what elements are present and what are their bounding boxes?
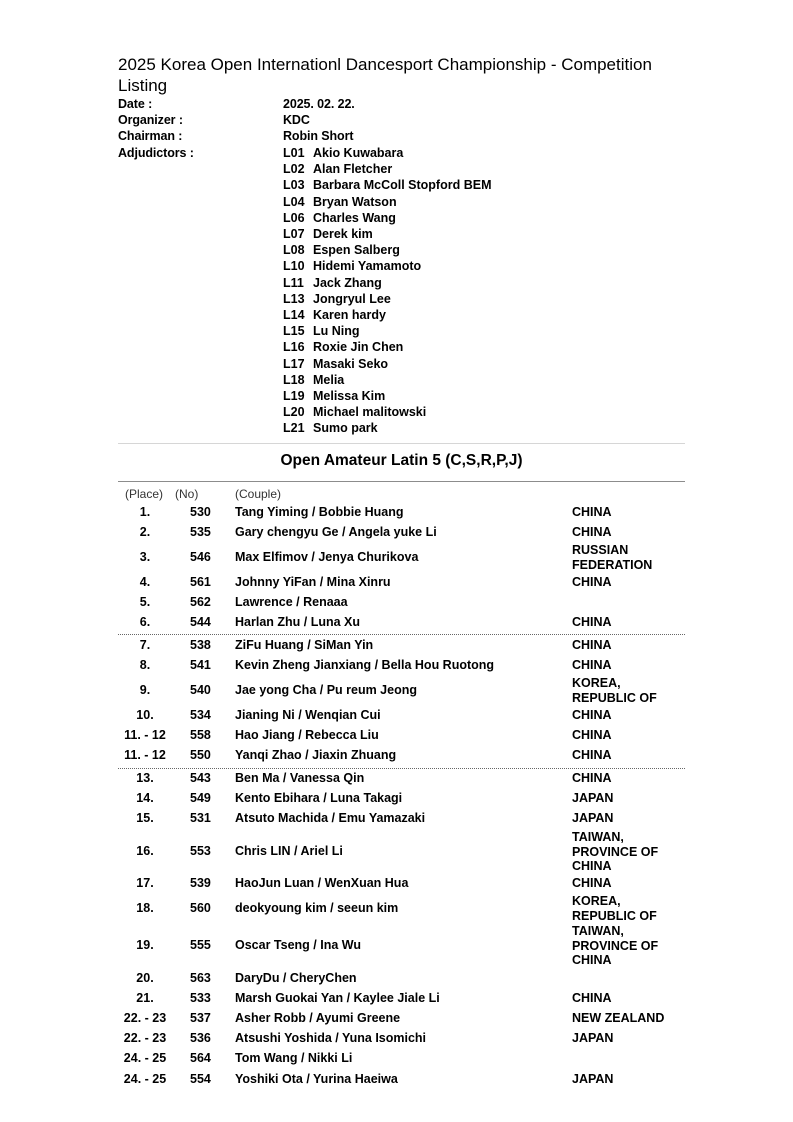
number-cell: 535: [190, 525, 211, 539]
adjudicator-name: Melissa Kim: [313, 389, 386, 403]
couple-cell: Kevin Zheng Jianxiang / Bella Hou Ruotong: [235, 658, 495, 672]
adjudicator-name: Bryan Watson: [313, 194, 397, 209]
place-cell: 18.: [136, 901, 154, 915]
couple-cell: HaoJun Luan / WenXuan Hua: [235, 876, 409, 890]
header-couple: (Couple): [235, 487, 282, 501]
number-cell: 546: [190, 550, 211, 564]
adjudicator-name: Sumo park: [313, 421, 378, 436]
number-cell: 534: [190, 708, 211, 722]
adjudicator-code: L03: [283, 178, 305, 193]
number-cell: 553: [190, 844, 211, 858]
couple-cell: Tom Wang / Nikki Li: [235, 1051, 353, 1065]
adjudicator-code: L13: [283, 291, 305, 306]
couple-cell: Johnny YiFan / Mina Xinru: [235, 575, 391, 589]
group-separator: [118, 634, 685, 635]
adjudicator-name: Alan Fletcher: [313, 162, 393, 177]
header-rule: [118, 481, 685, 482]
adjudicator-name: Masaki Seko: [313, 356, 389, 371]
place-cell: 21.: [136, 991, 154, 1005]
place-cell: 7.: [139, 638, 151, 652]
header-no: (No): [175, 487, 199, 501]
adjudicator-name: Melia: [313, 372, 345, 387]
adjudicator-code: L10: [283, 259, 305, 274]
country-cell: KOREA, REPUBLIC OF: [572, 676, 657, 705]
adjudicator-name: Charles Wang: [313, 210, 396, 225]
place-cell: 6.: [139, 615, 151, 629]
adjudicator-code: L04: [283, 194, 305, 209]
place-cell: 11. - 12: [124, 748, 166, 762]
country-cell: JAPAN: [572, 811, 614, 825]
number-cell: 537: [190, 1011, 211, 1025]
place-cell: 10.: [136, 708, 154, 722]
place-cell: 19.: [136, 938, 154, 952]
couple-cell: Gary chengyu Ge / Angela yuke Li: [235, 525, 437, 539]
couple-cell: Yoshiki Ota / Yurina Haeiwa: [235, 1072, 398, 1086]
adjudicator-code: L11: [283, 275, 304, 290]
country-cell: CHINA: [572, 991, 612, 1005]
country-cell: RUSSIAN FEDERATION: [572, 543, 653, 572]
country-cell: CHINA: [572, 615, 612, 629]
number-cell: 560: [190, 901, 211, 915]
couple-cell: DaryDu / CheryChen: [235, 971, 357, 985]
adjudicator-name: Akio Kuwabara: [313, 146, 404, 160]
place-cell: 16.: [136, 844, 154, 858]
place-cell: 8.: [139, 658, 151, 672]
country-cell: KOREA, REPUBLIC OF: [572, 894, 657, 923]
country-cell: JAPAN: [572, 1031, 614, 1045]
country-cell: CHINA: [572, 638, 612, 652]
adjudicator-code: L17: [283, 356, 305, 371]
place-cell: 3.: [139, 550, 151, 564]
couple-cell: Lawrence / Renaaa: [235, 595, 348, 609]
number-cell: 533: [190, 991, 211, 1005]
country-cell: CHINA: [572, 876, 612, 890]
adjudicator-name: Michael malitowski: [313, 405, 427, 420]
section-divider: [118, 443, 685, 444]
number-cell: 538: [190, 638, 211, 652]
number-cell: 541: [190, 658, 211, 672]
number-cell: 531: [190, 811, 211, 825]
number-cell: 543: [190, 771, 211, 785]
country-cell: TAIWAN, PROVINCE OF CHINA: [572, 924, 659, 967]
adjudicator-code: L16: [283, 340, 305, 355]
adjudicator-code: L14: [283, 308, 305, 322]
couple-cell: Yanqi Zhao / Jiaxin Zhuang: [235, 748, 397, 762]
number-cell: 536: [190, 1031, 211, 1045]
place-cell: 11. - 12: [124, 728, 166, 742]
place-cell: 24. - 25: [123, 1051, 167, 1065]
place-cell: 20.: [136, 971, 154, 985]
country-cell: CHINA: [572, 525, 612, 539]
couple-cell: Kento Ebihara / Luna Takagi: [235, 791, 403, 805]
place-cell: 22. - 23: [123, 1031, 167, 1045]
number-cell: 540: [190, 683, 211, 697]
adjudicator-code: L07: [283, 227, 305, 241]
adjudicator-name: Jack Zhang: [313, 275, 382, 290]
meta-label: Chairman :: [118, 129, 183, 143]
number-cell: 544: [190, 615, 211, 629]
couple-cell: Atsuto Machida / Emu Yamazaki: [235, 811, 426, 825]
adjudicator-name: Espen Salberg: [313, 243, 400, 258]
adjudicator-name: Hidemi Yamamoto: [313, 259, 422, 274]
meta-value: KDC: [283, 113, 310, 127]
header-place: (Place): [125, 487, 164, 501]
place-cell: 15.: [136, 811, 154, 825]
number-cell: 561: [190, 575, 211, 589]
number-cell: 558: [190, 728, 211, 742]
number-cell: 530: [190, 505, 211, 519]
meta-label: Adjudictors :: [118, 146, 194, 160]
place-cell: 5.: [139, 595, 151, 609]
couple-cell: deokyoung kim / seeun kim: [235, 901, 399, 915]
meta-label: Date :: [118, 97, 153, 111]
country-cell: JAPAN: [572, 1072, 614, 1086]
adjudicator-code: L01: [283, 146, 305, 160]
country-cell: CHINA: [572, 505, 612, 519]
country-cell: JAPAN: [572, 791, 614, 805]
number-cell: 539: [190, 876, 211, 890]
adjudicator-code: L21: [283, 421, 305, 436]
adjudicator-code: L18: [283, 372, 305, 387]
document-title: 2025 Korea Open Internationl Dancesport Championship - Competition Listing: [118, 55, 652, 95]
adjudicator-name: Barbara McColl Stopford BEM: [313, 178, 492, 193]
number-cell: 549: [190, 791, 211, 805]
adjudicator-code: L08: [283, 243, 305, 258]
country-cell: CHINA: [572, 748, 612, 762]
couple-cell: Max Elfimov / Jenya Churikova: [235, 550, 419, 564]
country-cell: CHINA: [572, 658, 612, 672]
couple-cell: Marsh Guokai Yan / Kaylee Jiale Li: [235, 991, 440, 1005]
number-cell: 563: [190, 971, 211, 985]
country-cell: NEW ZEALAND: [572, 1011, 665, 1025]
adjudicator-code: L15: [283, 324, 305, 339]
place-cell: 24. - 25: [123, 1072, 167, 1086]
couple-cell: Atsushi Yoshida / Yuna Isomichi: [235, 1031, 427, 1045]
group-separator: [118, 768, 685, 769]
place-cell: 13.: [136, 771, 154, 785]
country-cell: TAIWAN, PROVINCE OF CHINA: [572, 830, 659, 873]
country-cell: CHINA: [572, 728, 612, 742]
number-cell: 562: [190, 595, 211, 609]
place-cell: 17.: [136, 876, 154, 890]
number-cell: 564: [190, 1051, 211, 1065]
couple-cell: Asher Robb / Ayumi Greene: [235, 1011, 401, 1025]
event-title: Open Amateur Latin 5 (C,S,R,P,J): [280, 452, 523, 469]
couple-cell: Harlan Zhu / Luna Xu: [235, 615, 361, 629]
couple-cell: Hao Jiang / Rebecca Liu: [235, 728, 379, 742]
adjudicator-name: Lu Ning: [313, 324, 360, 339]
couple-cell: Oscar Tseng / Ina Wu: [235, 938, 361, 952]
adjudicator-code: L20: [283, 405, 305, 420]
meta-value: 2025. 02. 22.: [283, 97, 355, 111]
couple-cell: Tang Yiming / Bobbie Huang: [235, 505, 404, 519]
adjudicator-name: Karen hardy: [313, 308, 386, 322]
meta-label: Organizer :: [118, 113, 183, 127]
place-cell: 1.: [139, 505, 151, 519]
place-cell: 22. - 23: [123, 1011, 167, 1025]
couple-cell: Chris LIN / Ariel Li: [235, 844, 343, 858]
place-cell: 9.: [139, 683, 151, 697]
adjudicator-code: L19: [283, 389, 305, 403]
country-cell: CHINA: [572, 575, 612, 589]
place-cell: 2.: [139, 525, 151, 539]
adjudicator-name: Derek kim: [313, 227, 373, 241]
country-cell: CHINA: [572, 708, 612, 722]
couple-cell: ZiFu Huang / SiMan Yin: [235, 638, 374, 652]
adjudicator-name: Jongryul Lee: [313, 291, 391, 306]
number-cell: 554: [190, 1072, 211, 1086]
couple-cell: Jae yong Cha / Pu reum Jeong: [235, 683, 417, 697]
meta-value: Robin Short: [283, 129, 354, 143]
place-cell: 4.: [139, 575, 151, 589]
number-cell: 550: [190, 748, 211, 762]
place-cell: 14.: [136, 791, 154, 805]
adjudicator-code: L02: [283, 162, 305, 177]
country-cell: CHINA: [572, 771, 612, 785]
couple-cell: Jianing Ni / Wenqian Cui: [235, 708, 381, 722]
adjudicator-code: L06: [283, 210, 305, 225]
number-cell: 555: [190, 938, 211, 952]
adjudicator-name: Roxie Jin Chen: [313, 340, 404, 355]
couple-cell: Ben Ma / Vanessa Qin: [235, 771, 365, 785]
